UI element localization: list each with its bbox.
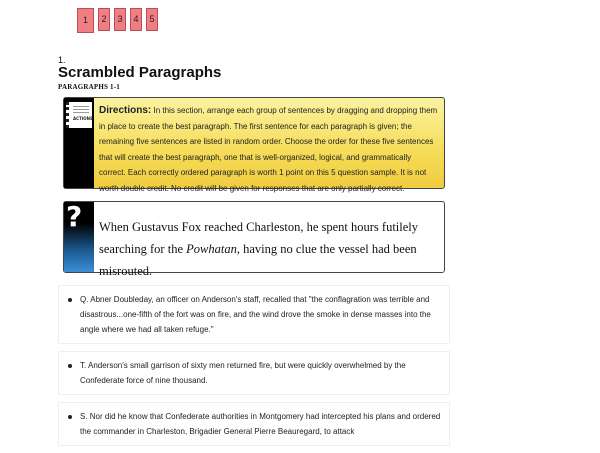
sentence-list bbox=[58, 285, 450, 453]
directions-sidebar bbox=[64, 98, 94, 188]
prompt-sidebar bbox=[64, 202, 94, 272]
page-title: Scrambled Paragraphs bbox=[58, 64, 222, 81]
directions-text: In this section, arrange each group of sentences by dragging and dropping them in place to create the best paragraph. The first sentence for each paragraph is given; the remaining five sentences are listed in random order. Choose the order for these five sentences that will create the best paragraph, one that is well-organized, logical, and grammatically correct. Each correctly ordered paragraph is worth 1 point on this 5 question sample. It is not worth double credit. No credit will be given for responses that are only partially correct. bbox=[99, 106, 438, 193]
prompt-sentence bbox=[99, 216, 432, 282]
question-mark-icon: ? bbox=[66, 200, 83, 233]
section-subtitle: PARAGRAPHS 1-1 bbox=[58, 83, 120, 91]
draggable-sentence[interactable] bbox=[58, 351, 450, 395]
bullet-icon bbox=[68, 298, 72, 302]
draggable-sentence[interactable] bbox=[58, 402, 450, 446]
notebook-icon bbox=[66, 102, 92, 128]
prompt-text-start: When Gustavus Fox reached Charleston, he spent hours futilely searching for the bbox=[99, 220, 419, 256]
bullet-icon bbox=[68, 415, 72, 419]
sentence-text: S. Nor did he know that Confederate authorities in Montgomery had intercepted his plans and ordered the commander in Charleston, Brigadier General Pierre Beauregard, to attack bbox=[80, 412, 441, 436]
directions-panel bbox=[63, 97, 445, 193]
page-button-3[interactable]: 3 bbox=[114, 8, 126, 31]
page-button-4[interactable]: 4 bbox=[130, 8, 142, 31]
directions-text-block bbox=[99, 103, 438, 197]
bullet-icon bbox=[68, 364, 72, 368]
page-button-2[interactable]: 2 bbox=[98, 8, 110, 31]
draggable-sentence[interactable] bbox=[58, 285, 450, 344]
sentence-text: Q. Abner Doubleday, an officer on Anderson's staff, recalled that "the conflagration was terrible and disastrous...one-fifth of the fort was on fire, and the wind drove the smoke in dense masses into the angle where we had all taken refuge." bbox=[80, 295, 431, 334]
sentence-text: T. Anderson's small garrison of sixty men returned fire, but were quickly overwhelmed by the Confederate force of nine thousand. bbox=[80, 361, 406, 385]
prompt-text-italic: Powhatan bbox=[186, 242, 237, 256]
prompt-text-end: , having no clue the vessel had been misrouted. bbox=[99, 242, 417, 278]
pagination bbox=[77, 8, 158, 33]
prompt-panel bbox=[63, 200, 445, 278]
page-button-1[interactable]: 1 bbox=[77, 8, 94, 33]
question-number: 1. bbox=[58, 55, 66, 65]
directions-label: Directions: bbox=[99, 105, 152, 116]
page-button-5[interactable]: 5 bbox=[146, 8, 158, 31]
notebook-icon-label: ACTIONS bbox=[73, 116, 93, 121]
